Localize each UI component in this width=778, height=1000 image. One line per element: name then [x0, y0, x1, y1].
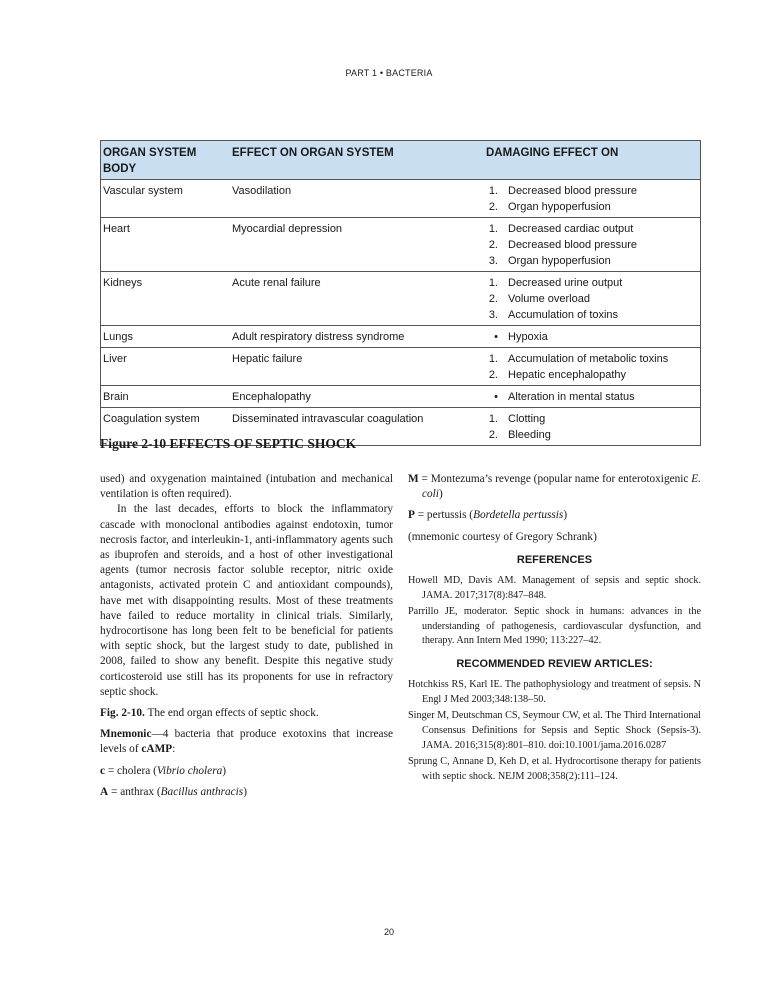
- mnemonic-camp: cAMP: [141, 743, 173, 756]
- list-marker: 3.: [488, 255, 498, 267]
- header-organ-system: ORGAN SYSTEM BODY: [101, 141, 231, 180]
- damaging-effect-list: [486, 275, 698, 323]
- damaging-effect-item: [486, 427, 698, 443]
- mnemonic-intro: [100, 727, 393, 757]
- mnemonic-letter: M: [408, 473, 419, 485]
- list-marker: 1.: [488, 185, 498, 197]
- effect-cell: Hepatic failure: [230, 348, 484, 386]
- figure-note: [100, 706, 393, 721]
- damaging-effect-text: Decreased cardiac output: [508, 223, 634, 235]
- damaging-effect-item: [486, 367, 698, 383]
- species-name: E. coli: [422, 473, 701, 501]
- list-marker: 3.: [488, 309, 498, 321]
- organ-system-cell: Kidneys: [101, 272, 231, 326]
- mnemonic-text: —4 bacteria that produce exotoxins that increase levels of: [100, 728, 393, 756]
- damaging-effect-item: [486, 307, 698, 323]
- reference-entry: Parrillo JE, moderator. Septic shock in humans: advances in the understanding of pathogenesis, cardiovascular dysfunction, and therapy. Ann Intern Med 1990; 113:227–42.: [408, 606, 701, 647]
- list-marker: 1.: [488, 277, 498, 289]
- mnemonic-item-close: ): [438, 488, 443, 501]
- damaging-effect-text: Hepatic encephalopathy: [508, 369, 627, 381]
- reference-entry: Hotchkiss RS, Karl IE. The pathophysiology and treatment of sepsis. N Engl J Med 2003;348:138–50.: [408, 679, 701, 705]
- damaging-effect-item: [486, 237, 698, 253]
- damaging-effect-list: [486, 183, 698, 215]
- left-text-column: [100, 472, 393, 800]
- header-effect-on-organ: EFFECT ON ORGAN SYSTEM: [230, 141, 484, 180]
- table-row: [101, 348, 701, 386]
- damaging-effect-item: [486, 291, 698, 307]
- mnemonic-item-m: [408, 472, 701, 502]
- reference-entry: Singer M, Deutschman CS, Seymour CW, et al. The Third International Consensus Definitions for Sepsis and Septic Shock (Sepsis-3). JAMA. 2016;315(8):801–810. doi:10.1001/jama.2016.0287: [408, 710, 701, 751]
- mnemonic-item-a: [100, 785, 393, 800]
- organ-system-cell: Brain: [101, 386, 231, 408]
- references-list: [408, 574, 701, 649]
- list-marker: 2.: [488, 369, 498, 381]
- damaging-effect-cell: [484, 326, 701, 348]
- damaging-effect-text: Decreased blood pressure: [508, 185, 638, 197]
- damaging-effect-text: Volume overload: [508, 293, 590, 305]
- mnemonic-item-p: [408, 508, 701, 523]
- organ-system-cell: Lungs: [101, 326, 231, 348]
- list-marker: •: [494, 331, 498, 343]
- effect-cell: Vasodilation: [230, 180, 484, 218]
- list-marker: 1.: [488, 413, 498, 425]
- damaging-effect-text: Decreased blood pressure: [508, 239, 638, 251]
- effect-cell: Encephalopathy: [230, 386, 484, 408]
- damaging-effect-text: Bleeding: [508, 429, 551, 441]
- table-row: [101, 180, 701, 218]
- effect-cell: Adult respiratory distress syndrome: [230, 326, 484, 348]
- references-heading: REFERENCES: [516, 553, 593, 566]
- effect-cell: Acute renal failure: [230, 272, 484, 326]
- damaging-effect-text: Organ hypoperfusion: [508, 255, 611, 267]
- mnemonic-item-text: = Montezuma’s revenge (popular name for enterotoxigenic: [418, 473, 692, 485]
- mnemonic-courtesy: (mnemonic courtesy of Gregory Schrank): [408, 530, 597, 543]
- mnemonic-label: Mnemonic: [100, 728, 152, 741]
- reference-entry: Sprung C, Annane D, Keh D, et al. Hydrocortisone therapy for patients with septic shock. NEJM 2008;358(2):111–124.: [408, 756, 701, 782]
- species-name: Bacillus anthracis: [160, 785, 244, 798]
- running-head: PART 1 • BACTERIA: [345, 68, 433, 78]
- figure-caption: Figure 2-10 EFFECTS OF SEPTIC SHOCK: [100, 436, 357, 451]
- mnemonic-item-text: = cholera (: [105, 764, 157, 777]
- mnemonic-letter: c: [100, 764, 106, 777]
- mnemonic-item-text: = anthrax (: [108, 785, 161, 798]
- damaging-effect-cell: [484, 386, 701, 408]
- damaging-effect-cell: [484, 180, 701, 218]
- review-articles-list: [408, 678, 701, 784]
- septic-shock-effects-table: [100, 140, 701, 446]
- effect-cell: Disseminated intravascular coagulation: [230, 408, 484, 446]
- body-paragraph: used) and oxygenation maintained (intubation and mechanical ventilation is often required).: [100, 473, 393, 501]
- damaging-effect-text: Organ hypoperfusion: [508, 201, 611, 213]
- mnemonic-colon: :: [172, 743, 176, 756]
- damaging-effect-text: Accumulation of metabolic toxins: [508, 353, 669, 365]
- damaging-effect-list: [486, 351, 698, 383]
- damaging-effect-list: [486, 329, 698, 345]
- damaging-effect-text: Decreased urine output: [508, 277, 623, 289]
- damaging-effect-text: Hypoxia: [508, 331, 548, 343]
- organ-system-cell: Heart: [101, 218, 231, 272]
- mnemonic-letter: A: [100, 785, 109, 798]
- organ-system-cell: Coagulation system: [101, 408, 231, 446]
- damaging-effect-item: [486, 221, 698, 237]
- mnemonic-item-close: ): [243, 785, 247, 798]
- species-name: Bordetella pertussis: [473, 509, 564, 522]
- damaging-effect-item: [486, 199, 698, 215]
- damaging-effect-item: [486, 275, 698, 291]
- damaging-effect-item: [486, 351, 698, 367]
- damaging-effect-item: [486, 389, 698, 405]
- table-row: [101, 326, 701, 348]
- table-header-row: [101, 141, 701, 180]
- header-damaging-effect: DAMAGING EFFECT ON: [484, 141, 701, 180]
- list-marker: 1.: [488, 353, 498, 365]
- damaging-effect-item: [486, 183, 698, 199]
- list-marker: •: [494, 391, 498, 403]
- figure-note-text: The end organ effects of septic shock.: [144, 707, 319, 720]
- mnemonic-item-close: ): [222, 764, 227, 777]
- figure-note-label: Fig. 2-10.: [100, 707, 145, 720]
- species-name: Vibrio cholera: [156, 764, 223, 777]
- right-text-column: [408, 472, 701, 786]
- table-row: [101, 386, 701, 408]
- list-marker: 1.: [488, 223, 498, 235]
- damaging-effect-cell: [484, 272, 701, 326]
- damaging-effect-text: Accumulation of toxins: [508, 309, 619, 321]
- damaging-effect-text: Alteration in mental status: [508, 391, 635, 403]
- mnemonic-item-c: [100, 764, 393, 779]
- damaging-effect-cell: [484, 348, 701, 386]
- mnemonic-item-text: = pertussis (: [414, 509, 474, 522]
- page-number: 20: [383, 927, 394, 937]
- table-row: [101, 272, 701, 326]
- mnemonic-letter: P: [408, 509, 415, 522]
- list-marker: 2.: [488, 429, 498, 441]
- body-paragraph: In the last decades, efforts to block the inflammatory cascade with monoclonal antibodies against endotoxin, tumor necrosis factor, and interleukin-1, anti-inflammatory agents such as ibuprofen and steroids, and a host of other investigational agents (tumor necrosis factor soluble receptor, nitric oxide antagonists, activated protein C and antioxidant compounds), have met with disappointing results. Most of these treatments have failed to reduce mortality in clinical trials. Similarly, hydrocortisone has long been felt to be beneficial for patients with septic shock, but the largest study to date, published in 2008, failed to show any benefit. Despite this negative study corticosteroid use still has its proponents for use in refractory septic shock.: [100, 503, 393, 698]
- damaging-effect-item: [486, 253, 698, 269]
- table-row: [101, 218, 701, 272]
- organ-system-cell: Vascular system: [101, 180, 231, 218]
- damaging-effect-cell: [484, 408, 701, 446]
- damaging-effect-cell: [484, 218, 701, 272]
- table-body: [101, 180, 701, 446]
- damaging-effect-list: [486, 411, 698, 443]
- review-articles-heading: RECOMMENDED REVIEW ARTICLES:: [456, 657, 653, 670]
- organ-system-cell: Liver: [101, 348, 231, 386]
- mnemonic-item-close: ): [563, 509, 568, 522]
- reference-entry: Howell MD, Davis AM. Management of sepsis and septic shock. JAMA. 2017;317(8):847–848.: [408, 575, 701, 601]
- list-marker: 2.: [488, 201, 498, 213]
- damaging-effect-text: Clotting: [508, 413, 546, 425]
- damaging-effect-list: [486, 221, 698, 269]
- damaging-effect-item: [486, 329, 698, 345]
- table-header: [101, 141, 701, 180]
- list-marker: 2.: [488, 293, 498, 305]
- list-marker: 2.: [488, 239, 498, 251]
- effect-cell: Myocardial depression: [230, 218, 484, 272]
- damaging-effect-list: [486, 389, 698, 405]
- damaging-effect-item: [486, 411, 698, 427]
